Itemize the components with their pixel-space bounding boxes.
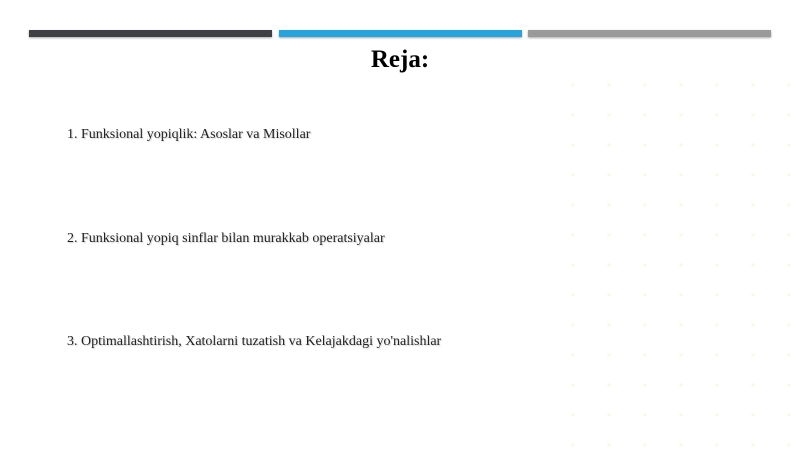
decorative-dot-pattern	[555, 70, 800, 449]
header-bar-blue	[279, 30, 522, 37]
agenda-item-2: 2. Funksional yopiq sinflar bilan murakkab operatsiyalar	[67, 231, 385, 246]
header-bar-gray	[528, 30, 771, 37]
agenda-item-3: 3. Optimallashtirish, Xatolarni tuzatish va Kelajakdagi yo'nalishlar	[67, 334, 442, 349]
header-bar-dark	[29, 30, 272, 37]
slide-title: Reja:	[370, 46, 430, 73]
agenda-item-1: 1. Funksional yopiqlik: Asoslar va Misollar	[67, 127, 311, 142]
